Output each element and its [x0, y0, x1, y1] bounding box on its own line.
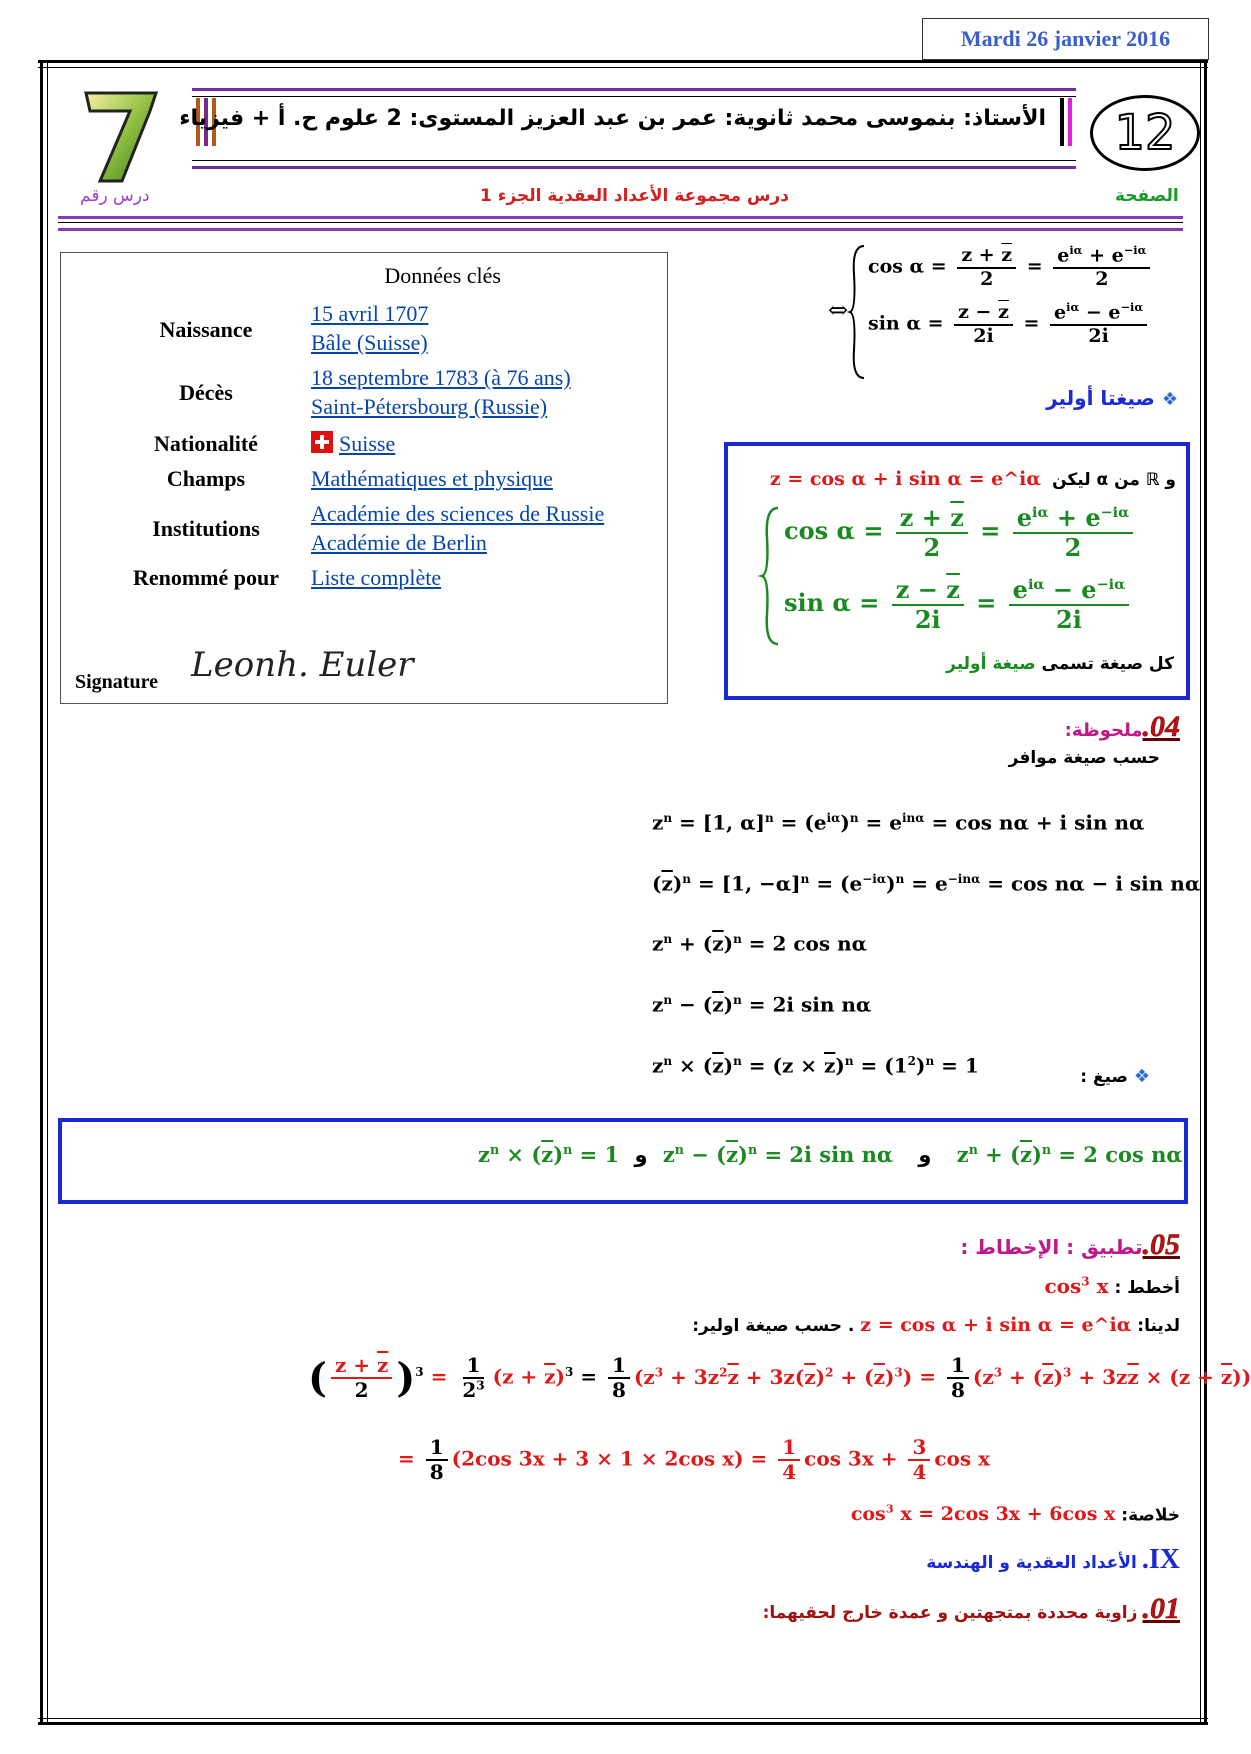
page-number-badge: 12 [1090, 95, 1200, 171]
frame-top-line [38, 60, 1208, 63]
linearization-line-2: = $\frac{1}{8}$ (2cos 3x + 3 × 1 × 2cos x) = $\frac{1}{4}$ cos 3x + $\frac{3}{4}$ cos x [398, 1435, 991, 1484]
box-sin-formula: sin α = $\frac{z - \overline{z}}{2i}$ = $\frac{e^{i\alpha} - e^{-i\alpha}}{2i}$ [784, 576, 1133, 633]
application-number: 05. [1142, 1228, 1180, 1261]
swiss-flag-icon [311, 431, 333, 453]
formula-line-3: $z^n + (\overline{z})^n = 2$ cos nα [652, 931, 868, 956]
teacher-info: الأستاذ: بنموسى محمد ثانوية: عمر بن عبد العزيز المستوى: 2 علوم ح. أ + فيزياء [179, 106, 1046, 131]
lesson-title: درس مجموعة الأعداد العقدية الجزء 1 [480, 186, 789, 206]
death-place-link[interactable]: Saint-Pétersbourg (Russie) [311, 394, 548, 419]
death-date-link[interactable]: 18 septembre 1783 (à 76 ans) [311, 365, 571, 390]
given-expression: z = cos α + i sin α = e^iα [860, 1314, 1132, 1336]
note-number: 04. [1142, 710, 1180, 743]
given-tail: . حسب صيغة اولير: [692, 1316, 855, 1336]
label-deces: Décès [179, 380, 233, 405]
summary-formulas: $z^n \times (\overline{z})^n = 1$ و $z^n - (\overline{z})^n = 2i$ sin nα و $z^n + (\overline{z})^n = 2$ cos nα [478, 1142, 1183, 1167]
fields-link[interactable]: Mathématiques et physique [311, 466, 553, 491]
value-renomme [311, 563, 441, 592]
subsection-title: زاوية محددة بمتجهتين و عمدة خارج لحقيهما: [762, 1603, 1138, 1623]
conclusion-expression: $\cos^3 x = 2\cos$ 3x + 6cos x [850, 1502, 1116, 1526]
section-ix-number: IX. [1141, 1544, 1180, 1575]
lesson-number-label: درس رقم [80, 186, 150, 206]
date-label: Mardi 26 janvier 2016 [922, 18, 1209, 60]
bullet-diamond-icon-2: ❖ [1133, 1066, 1150, 1087]
frame-top-line-thin [38, 67, 1208, 68]
label-champs: Champs [166, 466, 246, 491]
equivalence-arrow-icon: ⇔ [828, 296, 849, 324]
value-institutions [311, 499, 604, 557]
formula-line-5: $z^n \times (\overline{z})^n = (z \times \overline{z})^n = (1^2)^n = 1$ [652, 1053, 979, 1078]
given-label: لدينا: [1137, 1316, 1180, 1336]
value-naissance [311, 299, 428, 357]
subsection-number: 01. [1142, 1592, 1180, 1625]
euler-heading-row [1046, 386, 1178, 410]
lesson-number-graphic [80, 85, 160, 185]
euler-infobox [60, 252, 668, 704]
bullet-diamond-icon: ❖ [1161, 389, 1178, 410]
birth-place-link[interactable]: Bâle (Suisse) [311, 330, 428, 355]
institution-link-1[interactable]: Académie des sciences de Russie [311, 501, 605, 526]
conclusion-label: خلاصة: [1121, 1505, 1180, 1526]
section-ix-title: الأعداد العقدية و الهندسة [926, 1553, 1137, 1573]
summary-formula-box [58, 1118, 1188, 1204]
value-deces [311, 363, 571, 421]
label-renomme: Renommé pour [132, 565, 280, 590]
label-nationalite: Nationalité [154, 431, 258, 456]
frame-right-line [1204, 62, 1207, 1722]
frame-left-line [40, 62, 43, 1722]
formula-line-2: $(\overline{z})^n = [1$, $-\alpha]^n = (e^{-i\alpha})^n = e^{-in\alpha} = \cos n\alpha - i$ sin nα [652, 871, 1201, 896]
box-cos-formula: cos α = $\frac{z + \overline{z}}{2}$ = $\frac{e^{i\alpha} + e^{-i\alpha}}{2}$ [784, 504, 1137, 561]
box-caption-highlight: صيغة أولير [946, 654, 1036, 674]
task-label: أخطط : [1114, 1278, 1180, 1298]
nationality-link[interactable]: Suisse [339, 431, 396, 456]
label-naissance: Naissance [159, 317, 253, 342]
header-bar [179, 88, 1076, 174]
infobox-title: Données clés [384, 263, 501, 288]
euler-heading: صيغتا أولير [1046, 386, 1155, 410]
note-intro: حسب صيغة موافر [1008, 748, 1160, 768]
euler-formula-box [724, 442, 1190, 700]
euler-formulas-top: cos α = $\frac{z + \overline{z}}{2}$ = $\frac{e^{i\alpha} + e^{-i\alpha}}{2}$ sin α = $\frac{z - \overline{z}}{2i}$ = $\frac{e^{i\alpha} - e^{-i\alpha}}{2i}$ [868, 244, 1154, 348]
linearization-line-1: ( $\frac{z + \overline{z}}{2}$ )$^3$ = $\frac{1}{2^3}$ $(z + \overline{z})^3$ = $\frac{1}{8}$ $(z^3 + 3z^2\overline{z} + 3z(\overline{z})^2 + (\overline{z})^3)$ = $\frac{1}{8}$ $(z^3 + (\overline{z})^3 + 3z\overline{z} \times (z + \overline{z}))$ [308, 1353, 1251, 1402]
divider-line-thin [58, 222, 1183, 223]
divider-line-2 [58, 228, 1183, 231]
task-expression: $\cos^3 x$ [1044, 1274, 1109, 1298]
box-intro: ليكن α من ℝ و [1052, 470, 1176, 490]
svg-text:Leonh. Euler: Leonh. Euler [191, 645, 414, 685]
frame-left-line-thin [47, 62, 48, 1722]
formula-line-4: $z^n - (\overline{z})^n = 2i$ sin nα [652, 992, 872, 1017]
note-label: ملحوظة: [1064, 720, 1143, 741]
birth-date-link[interactable]: 15 avril 1707 [311, 301, 429, 326]
frame-bottom-line-thin [38, 1718, 1208, 1719]
label-institutions: Institutions [152, 516, 260, 541]
frame-bottom-line [38, 1722, 1208, 1725]
institution-link-2[interactable]: Académie de Berlin [311, 530, 487, 555]
application-label: تطبيق : الإخطاط : [960, 1235, 1143, 1259]
value-champs [311, 464, 553, 493]
known-for-link[interactable]: Liste complète [311, 565, 442, 590]
signature-label: Signature [75, 671, 158, 693]
page-label: الصفحة [1115, 186, 1179, 206]
formulas-heading: صيغ : [1080, 1067, 1128, 1087]
demoivre-derivations [652, 790, 1200, 1093]
divider-line [58, 216, 1183, 219]
signature-image [181, 638, 511, 702]
formula-line-1: $z^n = [1$, $\alpha]^n = (e^{i\alpha})^n = e^{in\alpha} = \cos n\alpha + i$ sin nα [652, 810, 1145, 835]
value-nationalite [311, 429, 395, 458]
box-caption: كل صيغة تسمى [1041, 654, 1174, 674]
box-main-formula: z = cos α + i sin α = e^iα [769, 468, 1041, 490]
